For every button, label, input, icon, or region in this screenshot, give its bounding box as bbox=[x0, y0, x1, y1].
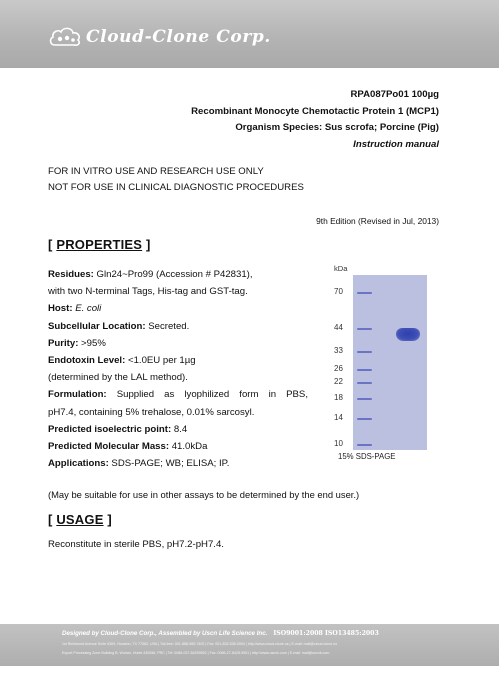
usage-heading-open: [ bbox=[48, 512, 57, 527]
formulation-row bbox=[48, 386, 308, 403]
ladder-band-70 bbox=[357, 292, 372, 294]
ladder-band-26 bbox=[357, 369, 372, 371]
purity-value: >95% bbox=[78, 337, 106, 349]
applications-value: SDS-PAGE; WB; ELISA; IP. bbox=[108, 458, 230, 470]
purity-label: Purity: bbox=[48, 337, 79, 349]
host-value: E. coli bbox=[75, 303, 102, 315]
cloud-logo-icon bbox=[48, 25, 82, 49]
endotoxin-row-2: (determined by the LAL method). bbox=[48, 372, 188, 384]
footer-line-1: Designed by Cloud-Clone Corp., Assembled by Uscn Life Science Inc. bbox=[62, 630, 268, 637]
properties-heading-open: [ bbox=[48, 237, 57, 252]
usage-heading-word: USAGE bbox=[56, 512, 104, 527]
endotoxin-row bbox=[48, 352, 308, 369]
usage-notice bbox=[48, 164, 304, 196]
residues-label: Residues: bbox=[48, 269, 94, 280]
subcellular-row bbox=[48, 318, 308, 335]
gel-unit-label: kDa bbox=[334, 264, 348, 273]
marker-label-18: 18 bbox=[334, 393, 343, 403]
usage-text: Reconstitute in sterile PBS, pH7.2-pH7.4. bbox=[48, 539, 224, 550]
footer-designed-by bbox=[62, 630, 379, 637]
suitability-note: (May be suitable for use in other assays to be determined by the end user.) bbox=[48, 489, 360, 500]
company-name: Cloud-Clone Corp. bbox=[86, 27, 271, 47]
formulation-label: Formulation: bbox=[48, 389, 107, 401]
header-bar bbox=[0, 0, 499, 68]
gel-image bbox=[353, 275, 427, 450]
ladder-band-10 bbox=[357, 444, 372, 446]
marker-label-10: 10 bbox=[334, 439, 343, 448]
subcellular-label: Subcellular Location: bbox=[48, 320, 146, 332]
applications-label: Applications: bbox=[48, 458, 109, 470]
organism-species: Organism Species: Sus scrofa; Porcine (Pig) bbox=[235, 122, 439, 133]
product-name: Recombinant Monocyte Chemotactic Protein 1 (MCP1) bbox=[191, 105, 439, 117]
host-row bbox=[48, 300, 308, 317]
residues-row bbox=[48, 266, 308, 283]
usage-heading bbox=[48, 512, 112, 527]
endotoxin-label: Endotoxin Level: bbox=[48, 355, 126, 367]
ladder-band-14 bbox=[357, 418, 372, 420]
residues-value: Gln24~Pro99 (Accession # P42831), bbox=[93, 269, 253, 280]
marker-label-14: 14 bbox=[334, 412, 343, 422]
ladder-band-22 bbox=[357, 382, 372, 384]
residues-row-2: with two N-terminal Tags, His-tag and GST-tag. bbox=[48, 286, 248, 298]
marker-label-44: 44 bbox=[334, 323, 343, 333]
sds-page-gel-figure bbox=[334, 264, 432, 464]
properties-heading-close: ] bbox=[142, 237, 151, 252]
notice-line-1: FOR IN VITRO USE AND RESEARCH USE ONLY bbox=[48, 166, 264, 177]
notice-line-2: NOT FOR USE IN CLINICAL DIAGNOSTIC PROCEDURES bbox=[48, 182, 304, 193]
gel-caption: 15% SDS-PAGE bbox=[338, 452, 396, 461]
host-label: Host: bbox=[48, 303, 73, 315]
footer-address-us: 1st Richmond Avenue Suite #309, Houston, TX 77082, USA | Toll-free: 001-888-960-7402 | Fax: 001-832-538-0904 | http://www.cloud-clone.us | E-mail: mail@cloud-clone.us bbox=[62, 642, 338, 646]
marker-label-22: 22 bbox=[334, 377, 343, 387]
sample-band bbox=[396, 328, 420, 341]
ladder-band-44 bbox=[357, 328, 372, 330]
applications-row bbox=[48, 455, 308, 472]
mw-label: Predicted Molecular Mass: bbox=[48, 441, 170, 453]
ladder-band-18 bbox=[357, 398, 372, 400]
formulation-value: Supplied as lyophilized form in PBS, bbox=[106, 389, 308, 401]
pi-label: Predicted isoelectric point: bbox=[48, 423, 172, 435]
footer-iso: ISO9001:2008 ISO13485:2003 bbox=[273, 630, 379, 637]
doc-type: Instruction manual bbox=[353, 138, 439, 150]
pi-row bbox=[48, 421, 308, 438]
properties-heading bbox=[48, 237, 150, 252]
product-header bbox=[191, 87, 439, 153]
purity-row bbox=[48, 335, 308, 352]
formulation-row-2: pH7.4, containing 5% trehalose, 0.01% sarcosyl. bbox=[48, 406, 255, 418]
properties-heading-word: PROPERTIES bbox=[56, 237, 143, 252]
ladder-band-33 bbox=[357, 351, 372, 353]
product-code: RPA087Po01 100µg bbox=[350, 89, 439, 100]
pi-value: 8.4 bbox=[171, 423, 188, 435]
properties-list bbox=[48, 266, 308, 472]
subcellular-value: Secreted. bbox=[145, 320, 190, 332]
marker-label-26: 26 bbox=[334, 364, 343, 374]
company-logo bbox=[48, 24, 271, 50]
mw-row bbox=[48, 438, 308, 455]
marker-label-33: 33 bbox=[334, 345, 343, 355]
endotoxin-value: <1.0EU per 1µg bbox=[125, 355, 196, 367]
footer-address-cn: Export Processing Zone Building B, Wuhan, Hubei 430056, PRC | Tel: 0086-027-84259552 | Fax: 0086-27-8425-9551 | http://www.uscnk.com | E-mail: mail@uscnk.com bbox=[62, 651, 330, 655]
usage-heading-close: ] bbox=[103, 512, 112, 527]
edition-info: 9th Edition (Revised in Jul, 2013) bbox=[316, 216, 439, 226]
marker-label-70: 70 bbox=[334, 287, 343, 296]
mw-value: 41.0kDa bbox=[169, 441, 208, 453]
